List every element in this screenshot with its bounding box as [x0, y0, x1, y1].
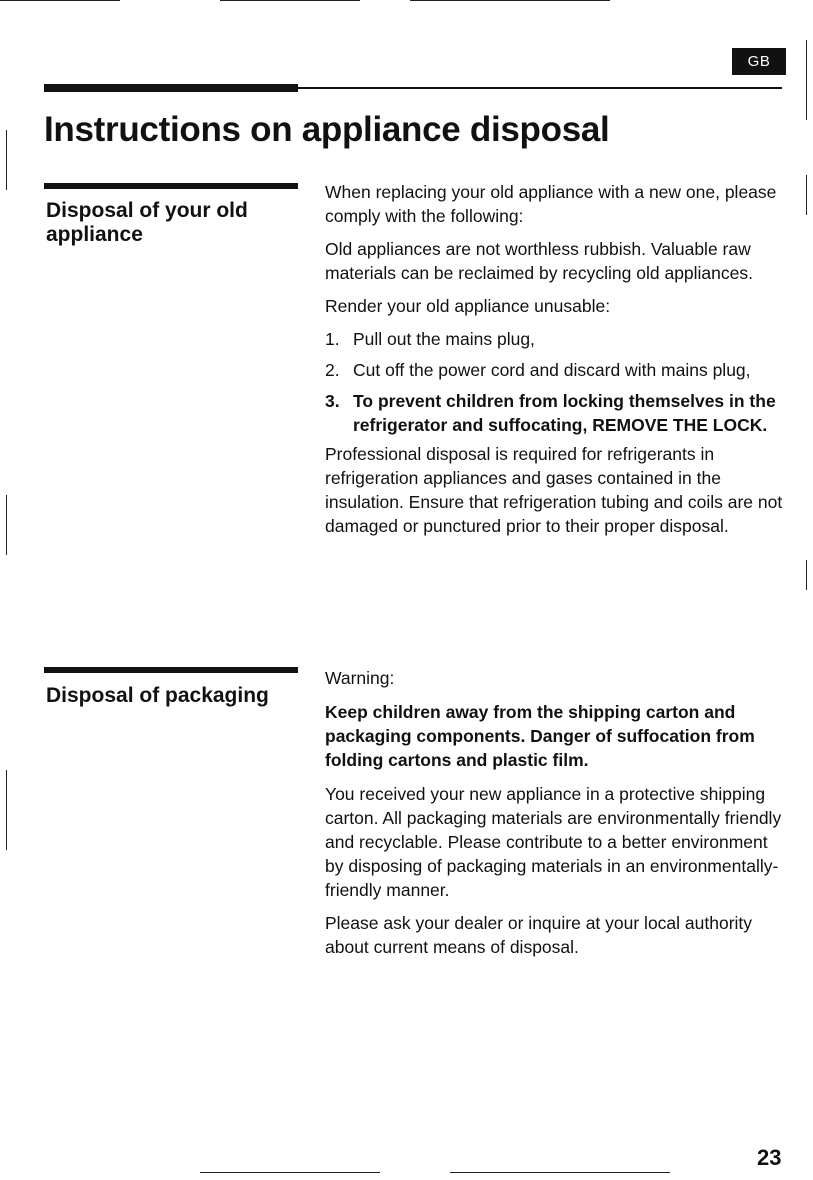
section-heading-packaging: Disposal of packaging [46, 684, 269, 707]
scan-edge-line-right [806, 560, 807, 590]
disposal-steps [325, 327, 785, 437]
unusable-paragraph: Render your old appliance unusable: [325, 296, 611, 316]
step-number: 1. [325, 329, 340, 349]
section-rule [44, 667, 298, 673]
scan-edge-line-right [806, 175, 807, 215]
section-rule [44, 183, 298, 189]
section-heading-old-appliance: Disposal of your old appliance [46, 199, 248, 246]
page-number: 23 [757, 1145, 782, 1170]
page-title: Instructions on appliance disposal [44, 110, 610, 149]
step-text: Cut off the power cord and discard with mains plug, [353, 360, 751, 380]
step-text: To prevent children from locking themselves in the refrigerator and suffocating, REMOVE THE LOCK. [353, 391, 776, 435]
scan-edge-line-top-left [0, 0, 120, 1]
scan-edge-line-bottom [200, 1172, 380, 1173]
list-item [325, 358, 785, 382]
step-number: 3. [325, 391, 340, 411]
scan-edge-line-top [220, 0, 360, 1]
scan-edge-line-left [6, 495, 7, 555]
section-body-old-appliance [325, 180, 785, 547]
intro-paragraph: When replacing your old appliance with a new one, please comply with the following: [325, 182, 777, 226]
list-item [325, 327, 785, 351]
header-rule-accent [44, 84, 298, 92]
step-text: Pull out the mains plug, [353, 329, 535, 349]
packaging-paragraph: You received your new appliance in a protective shipping carton. All packaging materials are environmentally friendly and recyclable. Please contribute to a better environment by disposing of packaging materials in an environmentally-friendly manner. [325, 784, 782, 900]
recycling-paragraph: Old appliances are not worthless rubbish. Valuable raw materials can be reclaimed by recycling old appliances. [325, 239, 753, 283]
section-body-packaging [325, 666, 785, 968]
list-item [325, 389, 785, 437]
warning-label: Warning: [325, 668, 395, 688]
scan-edge-line-top-right [410, 0, 610, 1]
scan-edge-line-left [6, 130, 7, 190]
step-number: 2. [325, 360, 340, 380]
scan-edge-line-bottom [450, 1172, 670, 1173]
language-badge: GB [732, 48, 786, 75]
dealer-paragraph: Please ask your dealer or inquire at your local authority about current means of disposal. [325, 913, 753, 957]
professional-disposal-paragraph: Professional disposal is required for refrigerants in refrigeration appliances and gases contained in the insulation. Ensure that refrigeration tubing and coils are not damaged or punctured prior to their proper disposal. [325, 444, 783, 536]
scan-edge-line-right [806, 40, 807, 120]
scan-edge-line-left [6, 770, 7, 850]
warning-text: Keep children away from the shipping carton and packaging components. Danger of suffocation from folding cartons and plastic film. [325, 702, 755, 770]
